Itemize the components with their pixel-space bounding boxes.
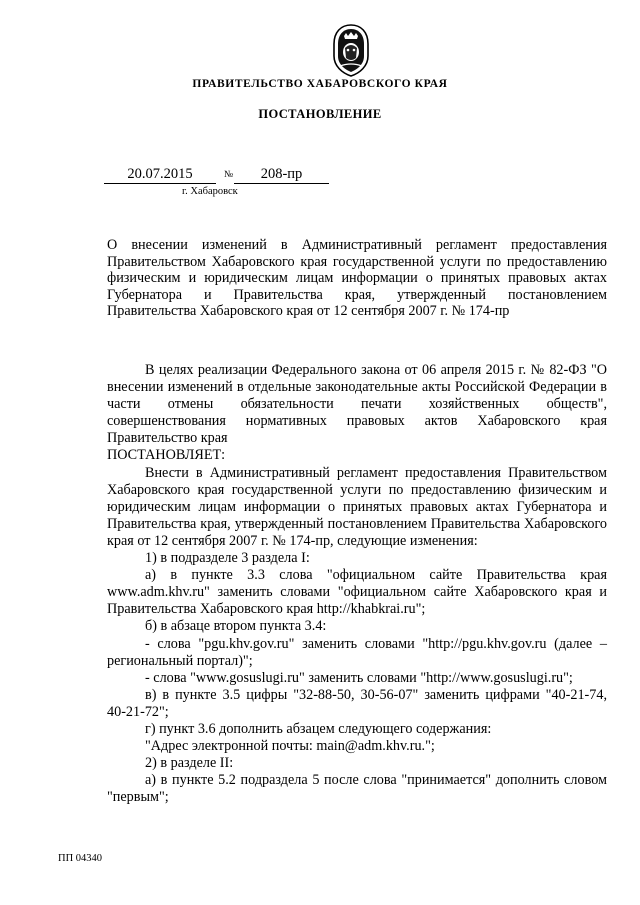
document-body: [107, 362, 607, 806]
number-sign: №: [224, 170, 234, 180]
coat-of-arms-icon: [328, 22, 374, 78]
body-paragraph: б) в абзаце втором пункта 3.4:: [145, 618, 327, 635]
body-paragraph: в) в пункте 3.5 цифры "32-88-50, 30-56-07" заменить цифрами "40-21-74, 40-21-72";: [107, 686, 607, 720]
document-date: 20.07.2015: [104, 166, 216, 184]
body-paragraph: 2) в разделе II:: [145, 755, 234, 772]
decree-word: ПОСТАНОВЛЯЕТ:: [107, 447, 226, 464]
government-title: ПРАВИТЕЛЬСТВО ХАБАРОВСКОГО КРАЯ: [192, 78, 448, 90]
footer-code: ПП 04340: [58, 853, 103, 864]
body-paragraph: а) в пункте 3.3 слова "официальном сайте Правительства края www.adm.khv.ru" заменить словами "официальном сайте Хабаровского края и Правительства Хабаровского края http://khabkrai.ru";: [107, 567, 607, 618]
body-paragraph: г) пункт 3.6 дополнить абзацем следующего содержания:: [145, 720, 492, 737]
city-label: г. Хабаровск: [182, 186, 238, 197]
body-paragraph: Внести в Административный регламент предоставления Правительством Хабаровского края государственной услуги по предоставлению физическим и юридическим лицам информации о принятых правовых актах Губернатора и Правительства края, утвержденный постановлением Правительства Хабаровского края от 12 сентября 2007 г. № 174-пр, следующие изменения:: [107, 464, 607, 549]
body-paragraph: 1) в подразделе 3 раздела I:: [145, 550, 310, 567]
body-paragraph: - слова "pgu.khv.gov.ru" заменить словами "http://pgu.khv.gov.ru (далее – региональный портал)";: [107, 635, 607, 669]
document-subject: О внесении изменений в Административный регламент предоставления Правительством Хабаровского края государственной услуги по предоставлению физическим и юридическим лицам информации о принятых правовых актах Губернатора и Правительства края, утвержденный постановлением Правительства Хабаровского края от 12 сентября 2007 г. № 174-пр: [107, 237, 607, 319]
body-paragraph: - слова "www.gosuslugi.ru" заменить словами "http://www.gosuslugi.ru";: [145, 669, 573, 686]
document-type: ПОСТАНОВЛЕНИЕ: [258, 107, 382, 121]
preamble-paragraph: В целях реализации Федерального закона от 06 апреля 2015 г. № 82-ФЗ "О внесении изменений в отдельные законодательные акты Российской Федерации в части отмены обязательности печати хозяйственных обществ", совершенствования нормативных правовых актов Хабаровского края Правительство края: [107, 362, 607, 447]
body-paragraph: а) в пункте 5.2 подраздела 5 после слова "принимается" дополнить словом "первым";: [107, 772, 607, 806]
body-paragraph: "Адрес электронной почты: main@adm.khv.ru.";: [145, 738, 435, 755]
document-number: 208-пр: [234, 166, 329, 184]
